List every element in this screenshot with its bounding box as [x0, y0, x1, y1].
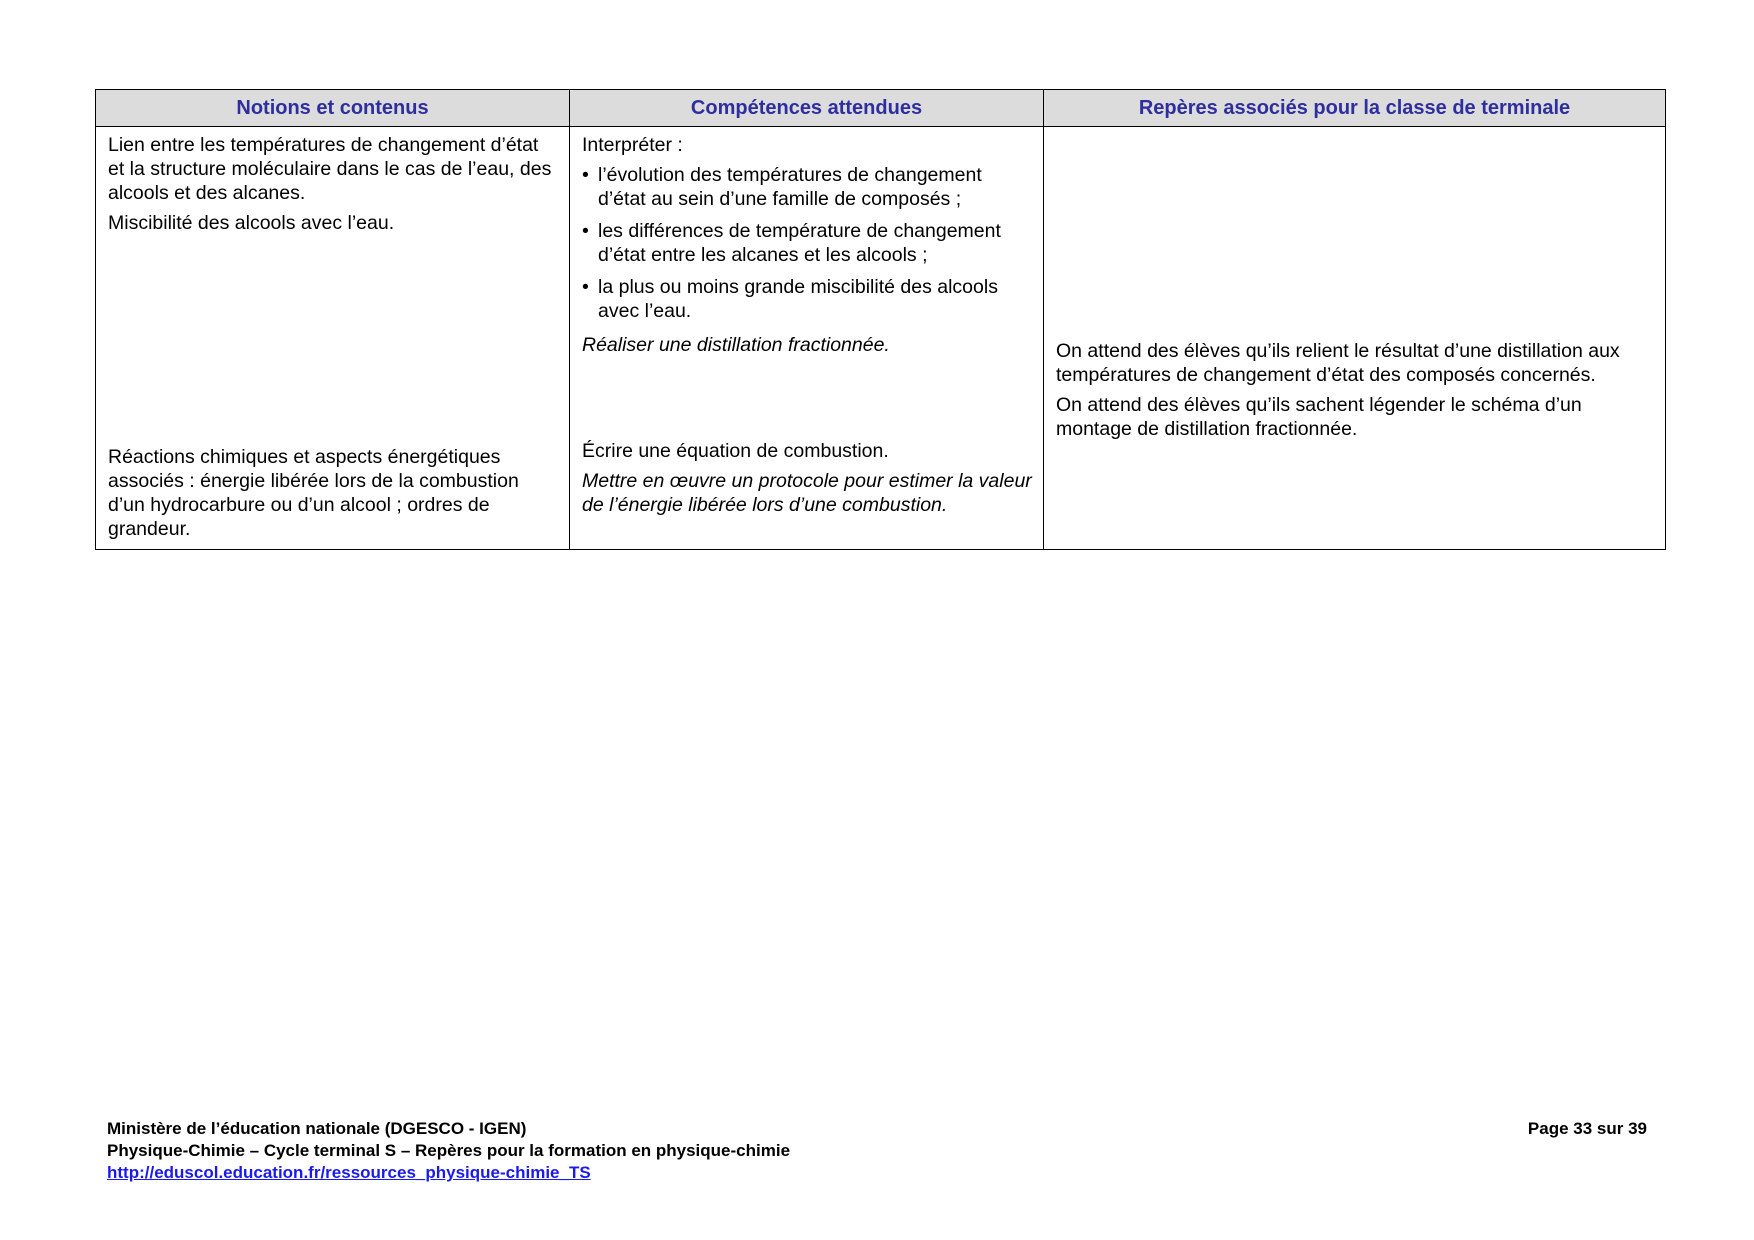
cell-competences [570, 127, 1044, 550]
header-notions: Notions et contenus [96, 90, 570, 127]
page-footer [107, 1118, 1647, 1184]
cell-reperes [1044, 127, 1666, 550]
notion-text: Réactions chimiques et aspects énergétiques associés : énergie libérée lors de la combustion d’un hydrocarbure ou d’un alcool ; ordres de grandeur. [108, 446, 519, 540]
footer-ministry: Ministère de l’éducation nationale (DGESCO - IGEN) [107, 1119, 527, 1138]
bullet-icon: • [582, 276, 589, 298]
notion-text: Miscibilité des alcools avec l’eau. [108, 212, 395, 234]
table-row [96, 127, 1666, 550]
competence-italic: Réaliser une distillation fractionnée. [582, 334, 890, 356]
competence-list [582, 163, 1033, 323]
list-item: • la plus ou moins grande miscibilité des alcools avec l’eau. [582, 276, 998, 322]
list-item: • les différences de température de changement d’état entre les alcanes et les alcools ; [582, 220, 1001, 266]
cell-notions [96, 127, 570, 550]
competence-text: Écrire une équation de combustion. [582, 440, 889, 462]
header-competences: Compétences attendues [570, 90, 1044, 127]
bullet-icon: • [582, 220, 589, 242]
header-row [96, 90, 1666, 127]
repere-text: On attend des élèves qu’ils sachent légender le schéma d’un montage de distillation fractionnée. [1056, 394, 1582, 440]
footer-link[interactable]: http://eduscol.education.fr/ressources_physique-chimie_TS [107, 1163, 591, 1182]
list-item: • l’évolution des températures de changement d’état au sein d’une famille de composés ; [582, 164, 982, 210]
footer-title: Physique-Chimie – Cycle terminal S – Repères pour la formation en physique-chimie [107, 1141, 791, 1160]
notion-text: Lien entre les températures de changement d’état et la structure moléculaire dans le cas de l’eau, des alcools et des alcanes. [108, 134, 552, 204]
header-reperes: Repères associés pour la classe de terminale [1044, 90, 1666, 127]
repere-text: On attend des élèves qu’ils relient le résultat d’une distillation aux températures de changement d’état des composés concernés. [1056, 340, 1620, 386]
page-number: Page 33 sur 39 [1527, 1119, 1647, 1138]
bullet-icon: • [582, 164, 589, 186]
competence-intro: Interpréter : [582, 134, 683, 156]
competence-italic: Mettre en œuvre un protocole pour estimer la valeur de l’énergie libérée lors d’une combustion. [582, 470, 1032, 516]
program-table [95, 89, 1666, 550]
